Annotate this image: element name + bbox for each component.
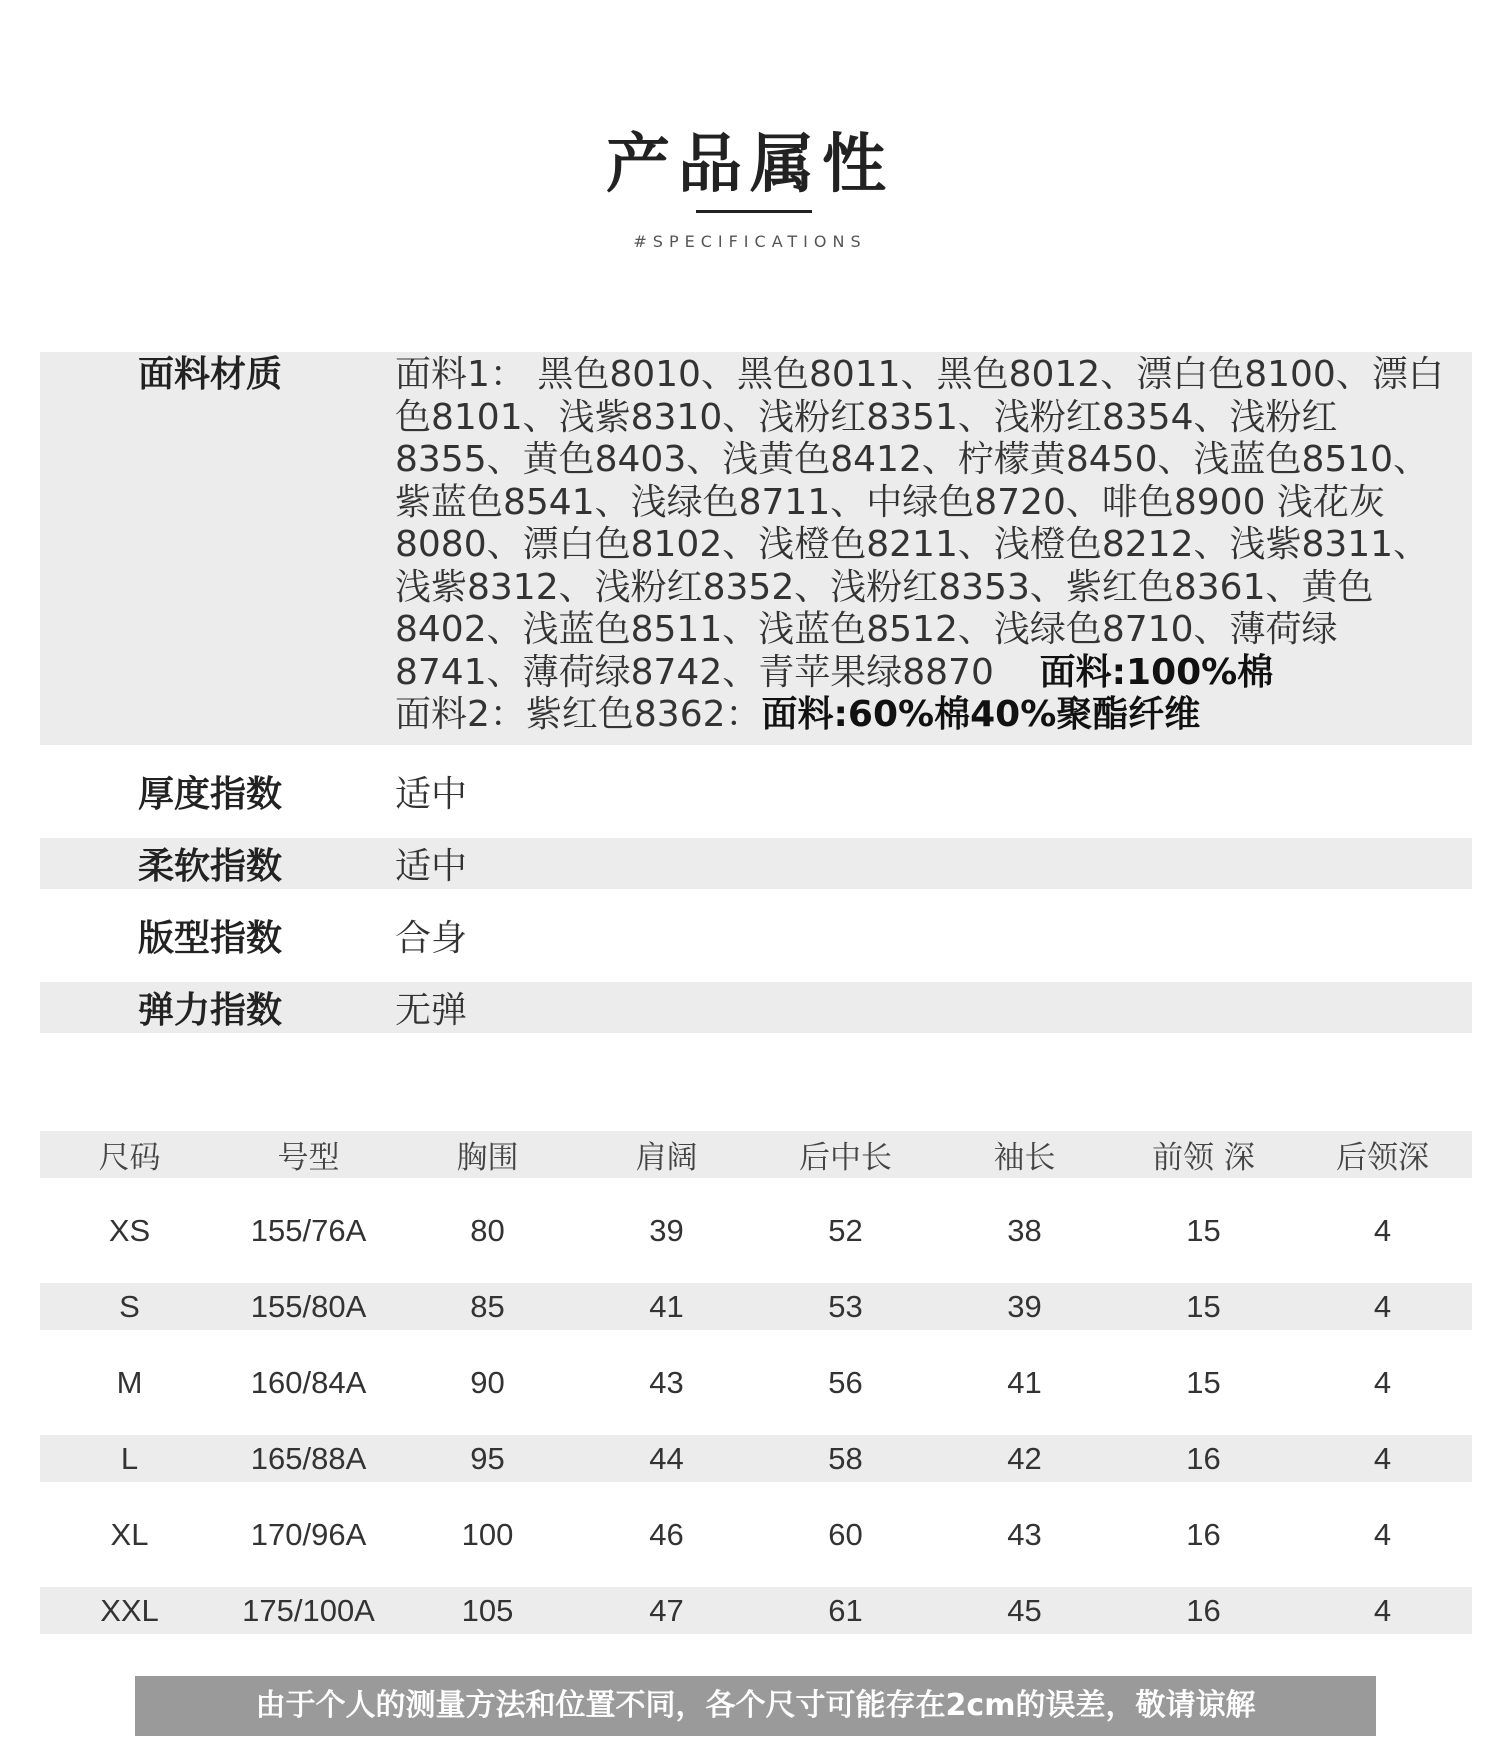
page-title: 产品属性 xyxy=(606,128,894,202)
table-row xyxy=(40,1283,1472,1330)
table-cell: 15 xyxy=(1114,1283,1293,1330)
table-cell: XL xyxy=(110,1516,149,1552)
attr-label-elasticity: 弹力指数 xyxy=(138,990,283,1031)
table-cell: 4 xyxy=(1373,1364,1392,1400)
attr-row-fabric xyxy=(40,352,1472,745)
table-cell: 15 xyxy=(1186,1212,1221,1248)
header-sleeve: 袖长 xyxy=(935,1131,1114,1178)
header-body-type: 号型 xyxy=(219,1131,398,1178)
attr-label-fabric: 面料材质 xyxy=(138,354,283,395)
table-cell: XS xyxy=(108,1212,151,1248)
table-cell: 4 xyxy=(1373,1212,1392,1248)
page-subtitle: #SPECIFICATIONS xyxy=(633,232,867,251)
attributes-table xyxy=(40,352,1472,1033)
table-cell: XXL xyxy=(40,1587,219,1634)
table-cell: 42 xyxy=(935,1435,1114,1482)
table-cell: 47 xyxy=(577,1587,756,1634)
fabric-2-colors: 面料2：紫红色8362： xyxy=(395,694,762,735)
attr-value-fit: 合身 xyxy=(395,918,468,959)
table-cell: 80 xyxy=(470,1212,505,1248)
attr-label-thickness: 厚度指数 xyxy=(138,774,283,815)
measurement-disclaimer: 由于个人的测量方法和位置不同，各个尺寸可能存在2cm的误差，敬请谅解 xyxy=(135,1676,1376,1736)
table-cell: 16 xyxy=(1186,1516,1221,1552)
table-cell: 4 xyxy=(1293,1283,1472,1330)
table-cell: 44 xyxy=(577,1435,756,1482)
fabric-2-composition: 面料:60%棉40%聚酯纤维 xyxy=(761,694,1201,735)
table-cell: 39 xyxy=(649,1212,684,1248)
table-cell: 53 xyxy=(756,1283,935,1330)
table-cell: M xyxy=(116,1364,143,1400)
size-chart-table xyxy=(40,1131,1472,1634)
table-cell: 90 xyxy=(470,1364,505,1400)
attr-value-softness: 适中 xyxy=(395,846,468,887)
table-cell: 155/76A xyxy=(250,1212,367,1248)
header-chest: 胸围 xyxy=(398,1131,577,1178)
attr-label-fit: 版型指数 xyxy=(138,918,283,959)
attr-value-elasticity: 无弹 xyxy=(395,990,468,1031)
table-cell: 165/88A xyxy=(219,1435,398,1482)
fabric-1-colors: 面料1： 黑色8010、黑色8011、黑色8012、漂白色8100、漂白色8101、浅紫8310、浅粉红8351、浅粉红8354、浅粉红8355、黄色8403、浅黄色8412、柠檬黄8450、浅蓝色8510、紫蓝色8541、浅绿色8711、中绿色8720、啡色8900 浅花灰8080、漂白色8102、浅橙色8211、浅橙色8212、浅紫8311、浅紫8312、浅粉红8352、浅粉红8353、紫红色8361、黄色8402、浅蓝色8511、浅蓝色8512、浅绿色8710、薄荷绿8741、薄荷绿8742、青苹果绿8870 xyxy=(395,354,1444,693)
attr-value-thickness: 适中 xyxy=(395,774,468,815)
table-cell: 56 xyxy=(828,1364,863,1400)
header-size: 尺码 xyxy=(40,1131,219,1178)
table-row xyxy=(40,1207,1472,1254)
table-cell: 4 xyxy=(1373,1516,1392,1552)
table-cell: 160/84A xyxy=(250,1364,367,1400)
table-cell: 100 xyxy=(461,1516,514,1552)
header-shoulder: 肩阔 xyxy=(577,1131,756,1178)
attr-label-softness: 柔软指数 xyxy=(138,846,283,887)
table-cell: 41 xyxy=(577,1283,756,1330)
table-row xyxy=(40,1587,1472,1634)
table-cell: 60 xyxy=(828,1516,863,1552)
table-row xyxy=(40,1435,1472,1482)
size-chart-header-row xyxy=(40,1131,1472,1178)
table-cell: 43 xyxy=(1007,1516,1042,1552)
table-cell: 16 xyxy=(1114,1587,1293,1634)
table-cell: 52 xyxy=(828,1212,863,1248)
table-cell: 41 xyxy=(1007,1364,1042,1400)
table-row xyxy=(40,1511,1472,1558)
table-cell: 43 xyxy=(649,1364,684,1400)
table-cell: 4 xyxy=(1293,1435,1472,1482)
table-cell: 46 xyxy=(649,1516,684,1552)
header-front-neck-depth: 前领 深 xyxy=(1114,1131,1293,1178)
table-cell: 58 xyxy=(756,1435,935,1482)
fabric-1-composition: 面料:100%棉 xyxy=(1039,651,1274,693)
table-cell: 38 xyxy=(1007,1212,1042,1248)
attr-value-fabric xyxy=(395,352,1472,745)
table-cell: S xyxy=(40,1283,219,1330)
table-cell: 85 xyxy=(398,1283,577,1330)
attr-row-softness xyxy=(40,838,1472,889)
table-cell: 105 xyxy=(398,1587,577,1634)
header-back-neck-depth: 后领深 xyxy=(1293,1131,1472,1178)
table-row xyxy=(40,1359,1472,1406)
table-cell: 39 xyxy=(935,1283,1114,1330)
table-cell: 15 xyxy=(1186,1364,1221,1400)
table-cell: 155/80A xyxy=(219,1283,398,1330)
attr-row-fit xyxy=(40,910,1472,961)
attr-row-elasticity xyxy=(40,982,1472,1033)
table-cell: 4 xyxy=(1293,1587,1472,1634)
table-cell: L xyxy=(40,1435,219,1482)
table-cell: 45 xyxy=(935,1587,1114,1634)
table-cell: 95 xyxy=(398,1435,577,1482)
attr-row-thickness xyxy=(40,766,1472,817)
header-back-length: 后中长 xyxy=(756,1131,935,1178)
table-cell: 175/100A xyxy=(219,1587,398,1634)
table-cell: 170/96A xyxy=(250,1516,367,1552)
title-divider xyxy=(696,210,812,213)
table-cell: 16 xyxy=(1114,1435,1293,1482)
table-cell: 61 xyxy=(756,1587,935,1634)
